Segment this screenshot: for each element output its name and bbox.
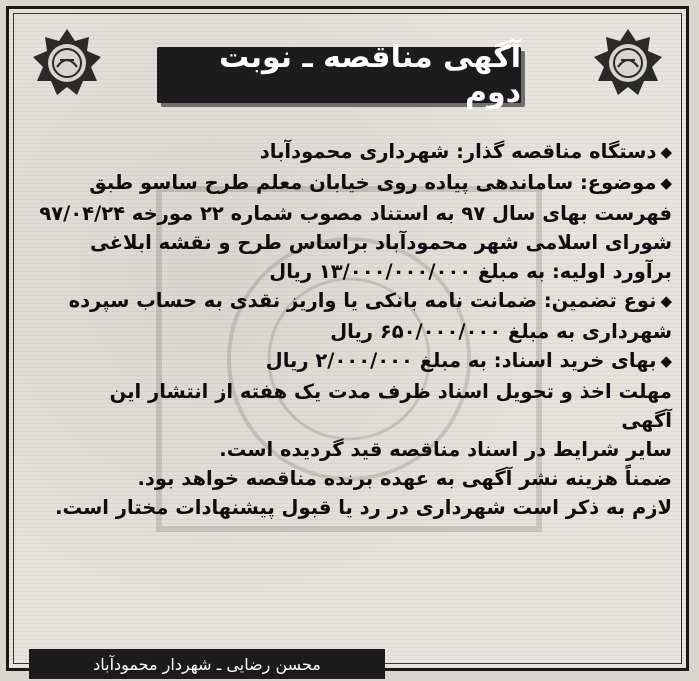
notice-line [10, 377, 672, 406]
notice-line-text: لازم به ذکر است شهرداری در رد یا قبول پیشنهادات مختار است. [55, 496, 672, 519]
notice-line-text: بهای خرید اسناد: به مبلغ ۲/۰۰۰/۰۰۰ ریال [265, 349, 657, 372]
notice-line [10, 228, 672, 257]
notice-line [10, 435, 672, 464]
notice-line [10, 286, 672, 317]
notice-body [10, 137, 672, 522]
notice-line-text: سایر شرایط در اسناد مناقصه قید گردیده است. [219, 438, 672, 461]
notice-line-text: ضمناً هزینه نشر آگهی به عهده برنده مناقصه خواهد بود. [137, 467, 672, 490]
notice-line [10, 406, 672, 435]
notice-line-text: شورای اسلامی شهر محمودآباد براساس طرح و نقشه ابلاغی [89, 231, 672, 254]
title-banner [157, 40, 521, 110]
notice-line-text: آگهی [621, 409, 672, 432]
notice-line [10, 493, 672, 522]
diamond-bullet-icon: ◆ [660, 292, 672, 310]
notice-line [10, 464, 672, 493]
municipality-emblem-icon [31, 27, 103, 99]
diamond-bullet-icon: ◆ [660, 174, 672, 192]
notice-line-text: مهلت اخذ و تحویل اسناد ظرف مدت یک هفته از انتشار این [109, 380, 672, 403]
notice-line [10, 137, 672, 168]
notice-line-text: دستگاه مناقصه گذار: شهرداری محمودآباد [259, 140, 657, 163]
notice-line-text: موضوع: ساماندهی پیاده روی خیابان معلم طرح ساسو طبق [89, 171, 657, 194]
diamond-bullet-icon: ◆ [660, 352, 672, 370]
notice-line-text: شهرداری به مبلغ ۶۵۰/۰۰۰/۰۰۰ ریال [330, 320, 672, 343]
notice-line [10, 199, 672, 228]
diamond-bullet-icon: ◆ [660, 143, 672, 161]
signature-text: محسن رضایی ـ شهردار محمودآباد [93, 654, 321, 674]
notice-line [10, 346, 672, 377]
signature-banner [29, 649, 385, 679]
notice-title: آگهی مناقصه ـ نوبت دوم [218, 40, 521, 110]
notice-line-text: نوع تضمین: ضمانت نامه بانکی یا واریز نقدی به حساب سپرده [68, 289, 657, 312]
municipality-emblem-icon [592, 27, 664, 99]
notice-line [10, 257, 672, 286]
notice-line-text: برآورد اولیه: به مبلغ ۱۳/۰۰۰/۰۰۰/۰۰۰ ریال [269, 260, 672, 283]
notice-line [10, 168, 672, 199]
notice-line [10, 317, 672, 346]
notice-line-text: فهرست بهای سال ۹۷ به استناد مصوب شماره ۲۲ مورخه ۹۷/۰۴/۲۴ [39, 202, 672, 225]
tender-notice [6, 6, 689, 674]
